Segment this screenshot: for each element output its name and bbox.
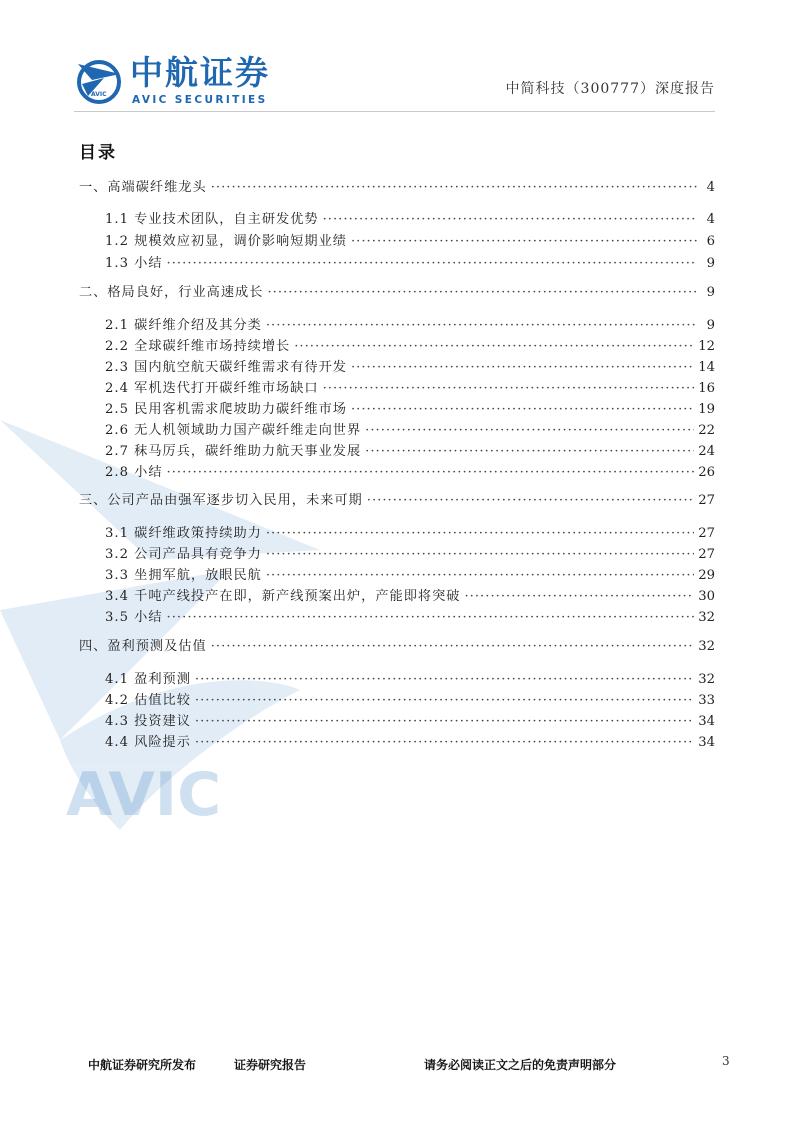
toc-dot-leader	[211, 637, 695, 657]
toc-entry-label: 2.7 秣马厉兵，碳纤维助力航天事业发展	[105, 444, 362, 459]
toc-heading: 目录	[79, 143, 117, 163]
toc-entry-label: 4.1 盈利预测	[105, 672, 191, 687]
logo-badge-text: AVIC	[91, 91, 107, 98]
toc-subsection-entry[interactable]	[105, 566, 715, 586]
toc-entry-page: 14	[698, 360, 715, 375]
toc-dot-leader	[211, 178, 697, 198]
toc-subsection-entry[interactable]	[105, 587, 715, 607]
footer-publisher: 中航证券研究所发布	[88, 1058, 197, 1072]
toc-entry-label: 1.3 小结	[105, 256, 163, 271]
toc-entry-label: 2.8 小结	[105, 465, 163, 480]
footer-disclaimer: 请务必阅读正文之后的免责声明部分	[424, 1058, 617, 1072]
toc-entry-page: 32	[698, 672, 715, 687]
toc-dot-leader	[351, 358, 694, 378]
page-header	[0, 0, 793, 112]
toc-subsection-entry[interactable]	[105, 670, 715, 690]
toc-section-entry[interactable]	[79, 491, 715, 511]
toc-entry-page: 30	[698, 589, 715, 604]
toc-entry-label: 四、盈利预测及估值	[79, 639, 207, 654]
toc-dot-leader	[267, 283, 697, 303]
toc-subsection-entry[interactable]	[105, 463, 715, 483]
toc-entry-label: 2.2 全球碳纤维市场持续增长	[105, 339, 291, 354]
toc-entry-label: 2.6 无人机领域助力国产碳纤维走向世界	[105, 423, 362, 438]
toc-subsection-entry[interactable]	[105, 210, 715, 230]
toc-entry-page: 34	[698, 735, 715, 750]
toc-dot-leader	[266, 524, 694, 544]
toc-subsection-entry[interactable]	[105, 545, 715, 565]
toc-entry-page: 24	[698, 444, 715, 459]
toc-dot-leader	[351, 232, 697, 252]
toc-dot-leader	[167, 608, 695, 628]
toc-entry-page: 27	[698, 547, 715, 562]
toc-subsection-entry[interactable]	[105, 608, 715, 628]
page-number: 3	[722, 1054, 730, 1068]
toc-subsection-entry[interactable]	[105, 442, 715, 462]
toc-entry-label: 3.1 碳纤维政策持续助力	[105, 526, 262, 541]
toc-entry-label: 3.2 公司产品具有竞争力	[105, 547, 262, 562]
toc-entry-label: 3.4 千吨产线投产在即，新产线预案出炉，产能即将突破	[105, 589, 461, 604]
toc-entry-label: 2.4 军机迭代打开碳纤维市场缺口	[105, 381, 319, 396]
toc-dot-leader	[266, 566, 694, 586]
watermark-text: AVIC	[66, 760, 222, 830]
toc-entry-page: 33	[698, 693, 715, 708]
toc-entry-label: 4.2 估值比较	[105, 693, 191, 708]
toc-entry-label: 二、格局良好，行业高速成长	[79, 285, 264, 300]
toc-section-entry[interactable]	[79, 637, 715, 657]
toc-dot-leader	[365, 421, 694, 441]
toc-subsection-entry[interactable]	[105, 421, 715, 441]
toc-entry-page: 4	[706, 212, 715, 227]
toc-subsection-entry[interactable]	[105, 232, 715, 252]
toc-entry-label: 3.3 坐拥军航，放眼民航	[105, 568, 262, 583]
toc-dot-leader	[195, 691, 694, 711]
toc-entry-page: 19	[698, 402, 715, 417]
avic-logo-icon	[74, 56, 124, 104]
toc-subsection-entry[interactable]	[105, 524, 715, 544]
toc-dot-leader	[167, 463, 695, 483]
toc-entry-page: 12	[698, 339, 715, 354]
toc-entry-label: 2.5 民用客机需求爬坡助力碳纤维市场	[105, 402, 347, 417]
toc-subsection-entry[interactable]	[105, 691, 715, 711]
toc-dot-leader	[351, 400, 694, 420]
toc-entry-label: 4.4 风险提示	[105, 735, 191, 750]
toc-entry-page: 9	[706, 318, 715, 333]
toc-dot-leader	[323, 379, 695, 399]
toc-entry-label: 1.1 专业技术团队，自主研发优势	[105, 212, 319, 227]
header-divider	[74, 111, 715, 112]
toc-entry-label: 3.5 小结	[105, 610, 163, 625]
toc-entry-label: 1.2 规模效应初显，调价影响短期业绩	[105, 234, 347, 249]
toc-dot-leader	[294, 337, 694, 357]
toc-dot-leader	[323, 210, 697, 230]
toc-entry-page: 29	[698, 568, 715, 583]
toc-dot-leader	[195, 712, 694, 732]
toc-entry-page: 22	[698, 423, 715, 438]
toc-subsection-entry[interactable]	[105, 337, 715, 357]
toc-entry-page: 16	[698, 381, 715, 396]
toc-dot-leader	[367, 491, 694, 511]
toc-dot-leader	[266, 316, 697, 336]
toc-entry-page: 26	[698, 465, 715, 480]
toc-subsection-entry[interactable]	[105, 254, 715, 274]
toc-subsection-entry[interactable]	[105, 358, 715, 378]
footer-report-type: 证券研究报告	[234, 1058, 307, 1072]
toc-dot-leader	[266, 545, 694, 565]
toc-entry-page: 9	[706, 285, 715, 300]
toc-dot-leader	[195, 670, 694, 690]
toc-entry-page: 32	[698, 610, 715, 625]
toc-entry-label: 2.3 国内航空航天碳纤维需求有待开发	[105, 360, 347, 375]
toc-dot-leader	[365, 442, 694, 462]
toc-subsection-entry[interactable]	[105, 400, 715, 420]
toc-dot-leader	[464, 587, 694, 607]
toc-entry-page: 32	[698, 639, 715, 654]
toc-entry-label: 4.3 投资建议	[105, 714, 191, 729]
toc-subsection-entry[interactable]	[105, 316, 715, 336]
report-title: 中简科技（300777）深度报告	[505, 81, 715, 97]
toc-entry-page: 27	[698, 493, 715, 508]
page-footer	[0, 1050, 793, 1080]
toc-entry-label: 2.1 碳纤维介绍及其分类	[105, 318, 262, 333]
toc-dot-leader	[195, 733, 694, 753]
toc-entry-page: 6	[706, 234, 715, 249]
logo-wordmark-en: AVIC SECURITIES	[132, 94, 268, 106]
toc-entry-label: 三、公司产品由强军逐步切入民用，未来可期	[79, 493, 363, 508]
toc-subsection-entry[interactable]	[105, 712, 715, 732]
toc-entry-page: 27	[698, 526, 715, 541]
toc-section-entry[interactable]	[79, 283, 715, 303]
toc-entry-page: 34	[698, 714, 715, 729]
toc-subsection-entry[interactable]	[105, 379, 715, 399]
toc-entry-page: 4	[706, 180, 715, 195]
toc-subsection-entry[interactable]	[105, 733, 715, 753]
toc-section-entry[interactable]	[79, 178, 715, 198]
logo-wordmark-cn: 中航证券	[130, 53, 270, 92]
toc-dot-leader	[167, 254, 697, 274]
toc-entry-page: 9	[706, 256, 715, 271]
toc-entry-label: 一、高端碳纤维龙头	[79, 180, 207, 195]
